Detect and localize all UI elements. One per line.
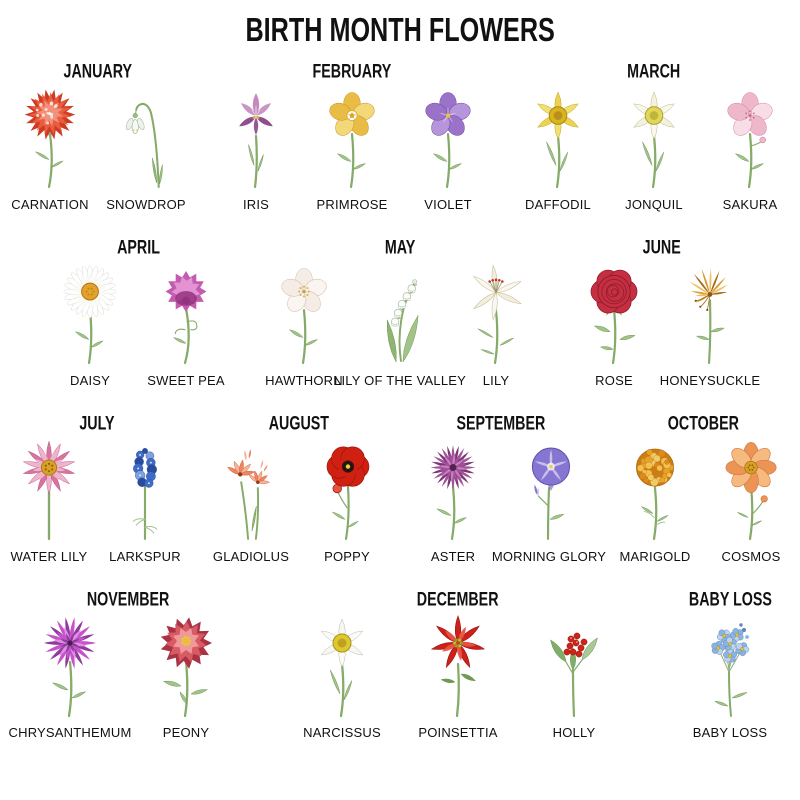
month-header-label: MAY — [384, 236, 416, 259]
flower-label: SAKURA — [722, 197, 778, 212]
month-header — [263, 414, 335, 434]
month-group-december — [292, 590, 624, 740]
month-header-label: JULY — [79, 412, 115, 435]
flower-label: HAWTHORN — [265, 373, 343, 388]
month-header — [79, 590, 177, 610]
month-header — [57, 62, 139, 82]
flower-label: COSMOS — [721, 549, 781, 564]
flower-item-sakura — [706, 84, 794, 212]
lily-of-the-valley-illustration — [356, 260, 444, 372]
flower-item-peony — [136, 612, 236, 740]
poppy-illustration — [303, 436, 391, 548]
month-group-march — [514, 62, 794, 212]
flower-label: PRIMROSE — [316, 197, 388, 212]
flower-list — [6, 84, 190, 212]
month-row-4 — [0, 590, 800, 740]
water-lily-illustration — [5, 436, 93, 548]
flower-item-jonquil — [610, 84, 698, 212]
month-group-may — [260, 238, 540, 388]
flower-item-chrysanthemum — [8, 612, 132, 740]
flower-item-daffodil — [514, 84, 602, 212]
flower-list — [5, 436, 189, 564]
flower-item-baby-loss — [680, 612, 780, 740]
month-group-baby-loss — [680, 590, 780, 740]
month-row-1 — [0, 62, 800, 212]
month-header — [622, 62, 685, 82]
flower-label: ASTER — [430, 549, 476, 564]
poinsettia-illustration — [408, 612, 508, 724]
month-header — [681, 590, 780, 610]
poster-title-wrap — [0, 11, 800, 49]
flower-label: NARCISSUS — [303, 725, 381, 740]
flower-item-primrose — [308, 84, 396, 212]
flower-list — [46, 260, 230, 388]
flower-label: BABY LOSS — [692, 725, 768, 740]
month-header — [382, 238, 418, 258]
month-group-september — [409, 412, 607, 564]
marigold-illustration — [611, 436, 699, 548]
month-group-january — [6, 62, 190, 212]
aster-illustration — [409, 436, 497, 548]
flower-list — [680, 612, 780, 740]
month-header-label: JUNE — [642, 236, 682, 259]
month-header — [113, 238, 164, 258]
month-header-label: NOVEMBER — [86, 588, 170, 611]
month-header-label: JANUARY — [63, 60, 133, 83]
flower-item-sweet-pea — [142, 260, 230, 388]
month-header-label: AUGUST — [268, 412, 330, 435]
flower-list — [212, 84, 492, 212]
flower-label: WATER LILY — [10, 549, 88, 564]
honeysuckle-illustration — [666, 260, 754, 372]
flower-label: HOLLY — [552, 725, 596, 740]
narcissus-illustration — [292, 612, 392, 724]
month-header — [305, 62, 399, 82]
flower-label: DAISY — [69, 373, 110, 388]
flower-item-morning-glory — [491, 436, 607, 564]
flower-label: SWEET PEA — [147, 373, 225, 388]
flower-item-water-lily — [5, 436, 93, 564]
flower-label: PEONY — [162, 725, 210, 740]
flower-item-cosmos — [707, 436, 795, 564]
snowdrop-illustration — [102, 84, 190, 196]
carnation-illustration — [6, 84, 94, 196]
month-row-2 — [0, 238, 800, 388]
month-header-label: BABY LOSS — [688, 588, 772, 611]
flower-label: MORNING GLORY — [491, 549, 607, 564]
jonquil-illustration — [610, 84, 698, 196]
flower-label: JONQUIL — [625, 197, 683, 212]
flower-label: LILY — [482, 373, 510, 388]
holly-illustration — [524, 612, 624, 724]
poster-title: BIRTH MONTH FLOWERS — [245, 11, 555, 49]
flower-item-aster — [409, 436, 497, 564]
month-group-november — [8, 588, 236, 740]
month-group-august — [207, 414, 391, 564]
cosmos-illustration — [707, 436, 795, 548]
iris-illustration — [212, 84, 300, 196]
month-group-july — [5, 414, 189, 564]
flower-item-narcissus — [292, 612, 392, 740]
flower-item-gladiolus — [207, 436, 295, 564]
flower-list — [514, 84, 794, 212]
flower-list — [292, 612, 624, 740]
flower-item-snowdrop — [102, 84, 190, 212]
flower-label: LILY OF THE VALLEY — [334, 373, 466, 388]
daisy-illustration — [46, 260, 134, 372]
flower-label: GLADIOLUS — [212, 549, 290, 564]
month-group-april — [46, 238, 230, 388]
larkspur-illustration — [101, 436, 189, 548]
flower-item-lily-of-the-valley — [334, 260, 466, 388]
month-row-3 — [0, 414, 800, 564]
baby-loss-illustration — [680, 612, 780, 724]
flower-label: CARNATION — [11, 197, 89, 212]
chrysanthemum-illustration — [20, 612, 120, 724]
primrose-illustration — [308, 84, 396, 196]
flower-item-holly — [524, 612, 624, 740]
month-grid — [0, 62, 800, 740]
flower-label: LARKSPUR — [109, 549, 181, 564]
flower-label: POINSETTIA — [418, 725, 498, 740]
violet-illustration — [404, 84, 492, 196]
flower-item-daisy — [46, 260, 134, 388]
month-header-label: APRIL — [116, 236, 160, 259]
month-header — [76, 414, 118, 434]
flower-label: CHRYSANTHEMUM — [8, 725, 132, 740]
flower-label: SNOWDROP — [106, 197, 186, 212]
flower-item-hawthorn — [260, 260, 348, 388]
flower-label: ROSE — [595, 373, 633, 388]
flower-list — [611, 436, 795, 564]
flower-list — [570, 260, 761, 388]
month-group-october — [611, 414, 795, 564]
flower-item-marigold — [611, 436, 699, 564]
flower-list — [8, 612, 236, 740]
peony-illustration — [136, 612, 236, 724]
flower-label: POPPY — [324, 549, 370, 564]
flower-item-poppy — [303, 436, 391, 564]
month-header-label: OCTOBER — [667, 412, 739, 435]
lily-illustration — [452, 260, 540, 372]
month-header-label: SEPTEMBER — [456, 412, 546, 435]
flower-item-larkspur — [101, 436, 189, 564]
flower-label: DAFFODIL — [525, 197, 591, 212]
daffodil-illustration — [514, 84, 602, 196]
month-header — [409, 590, 506, 610]
flower-list — [207, 436, 391, 564]
sakura-illustration — [706, 84, 794, 196]
morning-glory-illustration — [505, 436, 593, 548]
flower-item-iris — [212, 84, 300, 212]
flower-list — [409, 436, 607, 564]
month-header-label: FEBRUARY — [312, 60, 392, 83]
flower-item-carnation — [6, 84, 94, 212]
flower-list — [260, 260, 540, 388]
flower-label: IRIS — [242, 197, 270, 212]
month-header-label: DECEMBER — [417, 588, 499, 611]
month-group-february — [212, 62, 492, 212]
flower-label: HONEYSUCKLE — [659, 373, 761, 388]
month-header — [448, 414, 554, 434]
month-header-label: MARCH — [627, 60, 681, 83]
flower-item-violet — [404, 84, 492, 212]
month-header — [639, 238, 684, 258]
flower-item-rose — [570, 260, 658, 388]
flower-item-poinsettia — [408, 612, 508, 740]
rose-illustration — [570, 260, 658, 372]
flower-item-honeysuckle — [659, 260, 761, 388]
sweet-pea-illustration — [142, 260, 230, 372]
flower-label: VIOLET — [424, 197, 472, 212]
flower-item-lily — [452, 260, 540, 388]
month-header — [661, 414, 746, 434]
month-group-june — [570, 236, 761, 388]
hawthorn-illustration — [260, 260, 348, 372]
gladiolus-illustration — [207, 436, 295, 548]
flower-label: MARIGOLD — [619, 549, 691, 564]
